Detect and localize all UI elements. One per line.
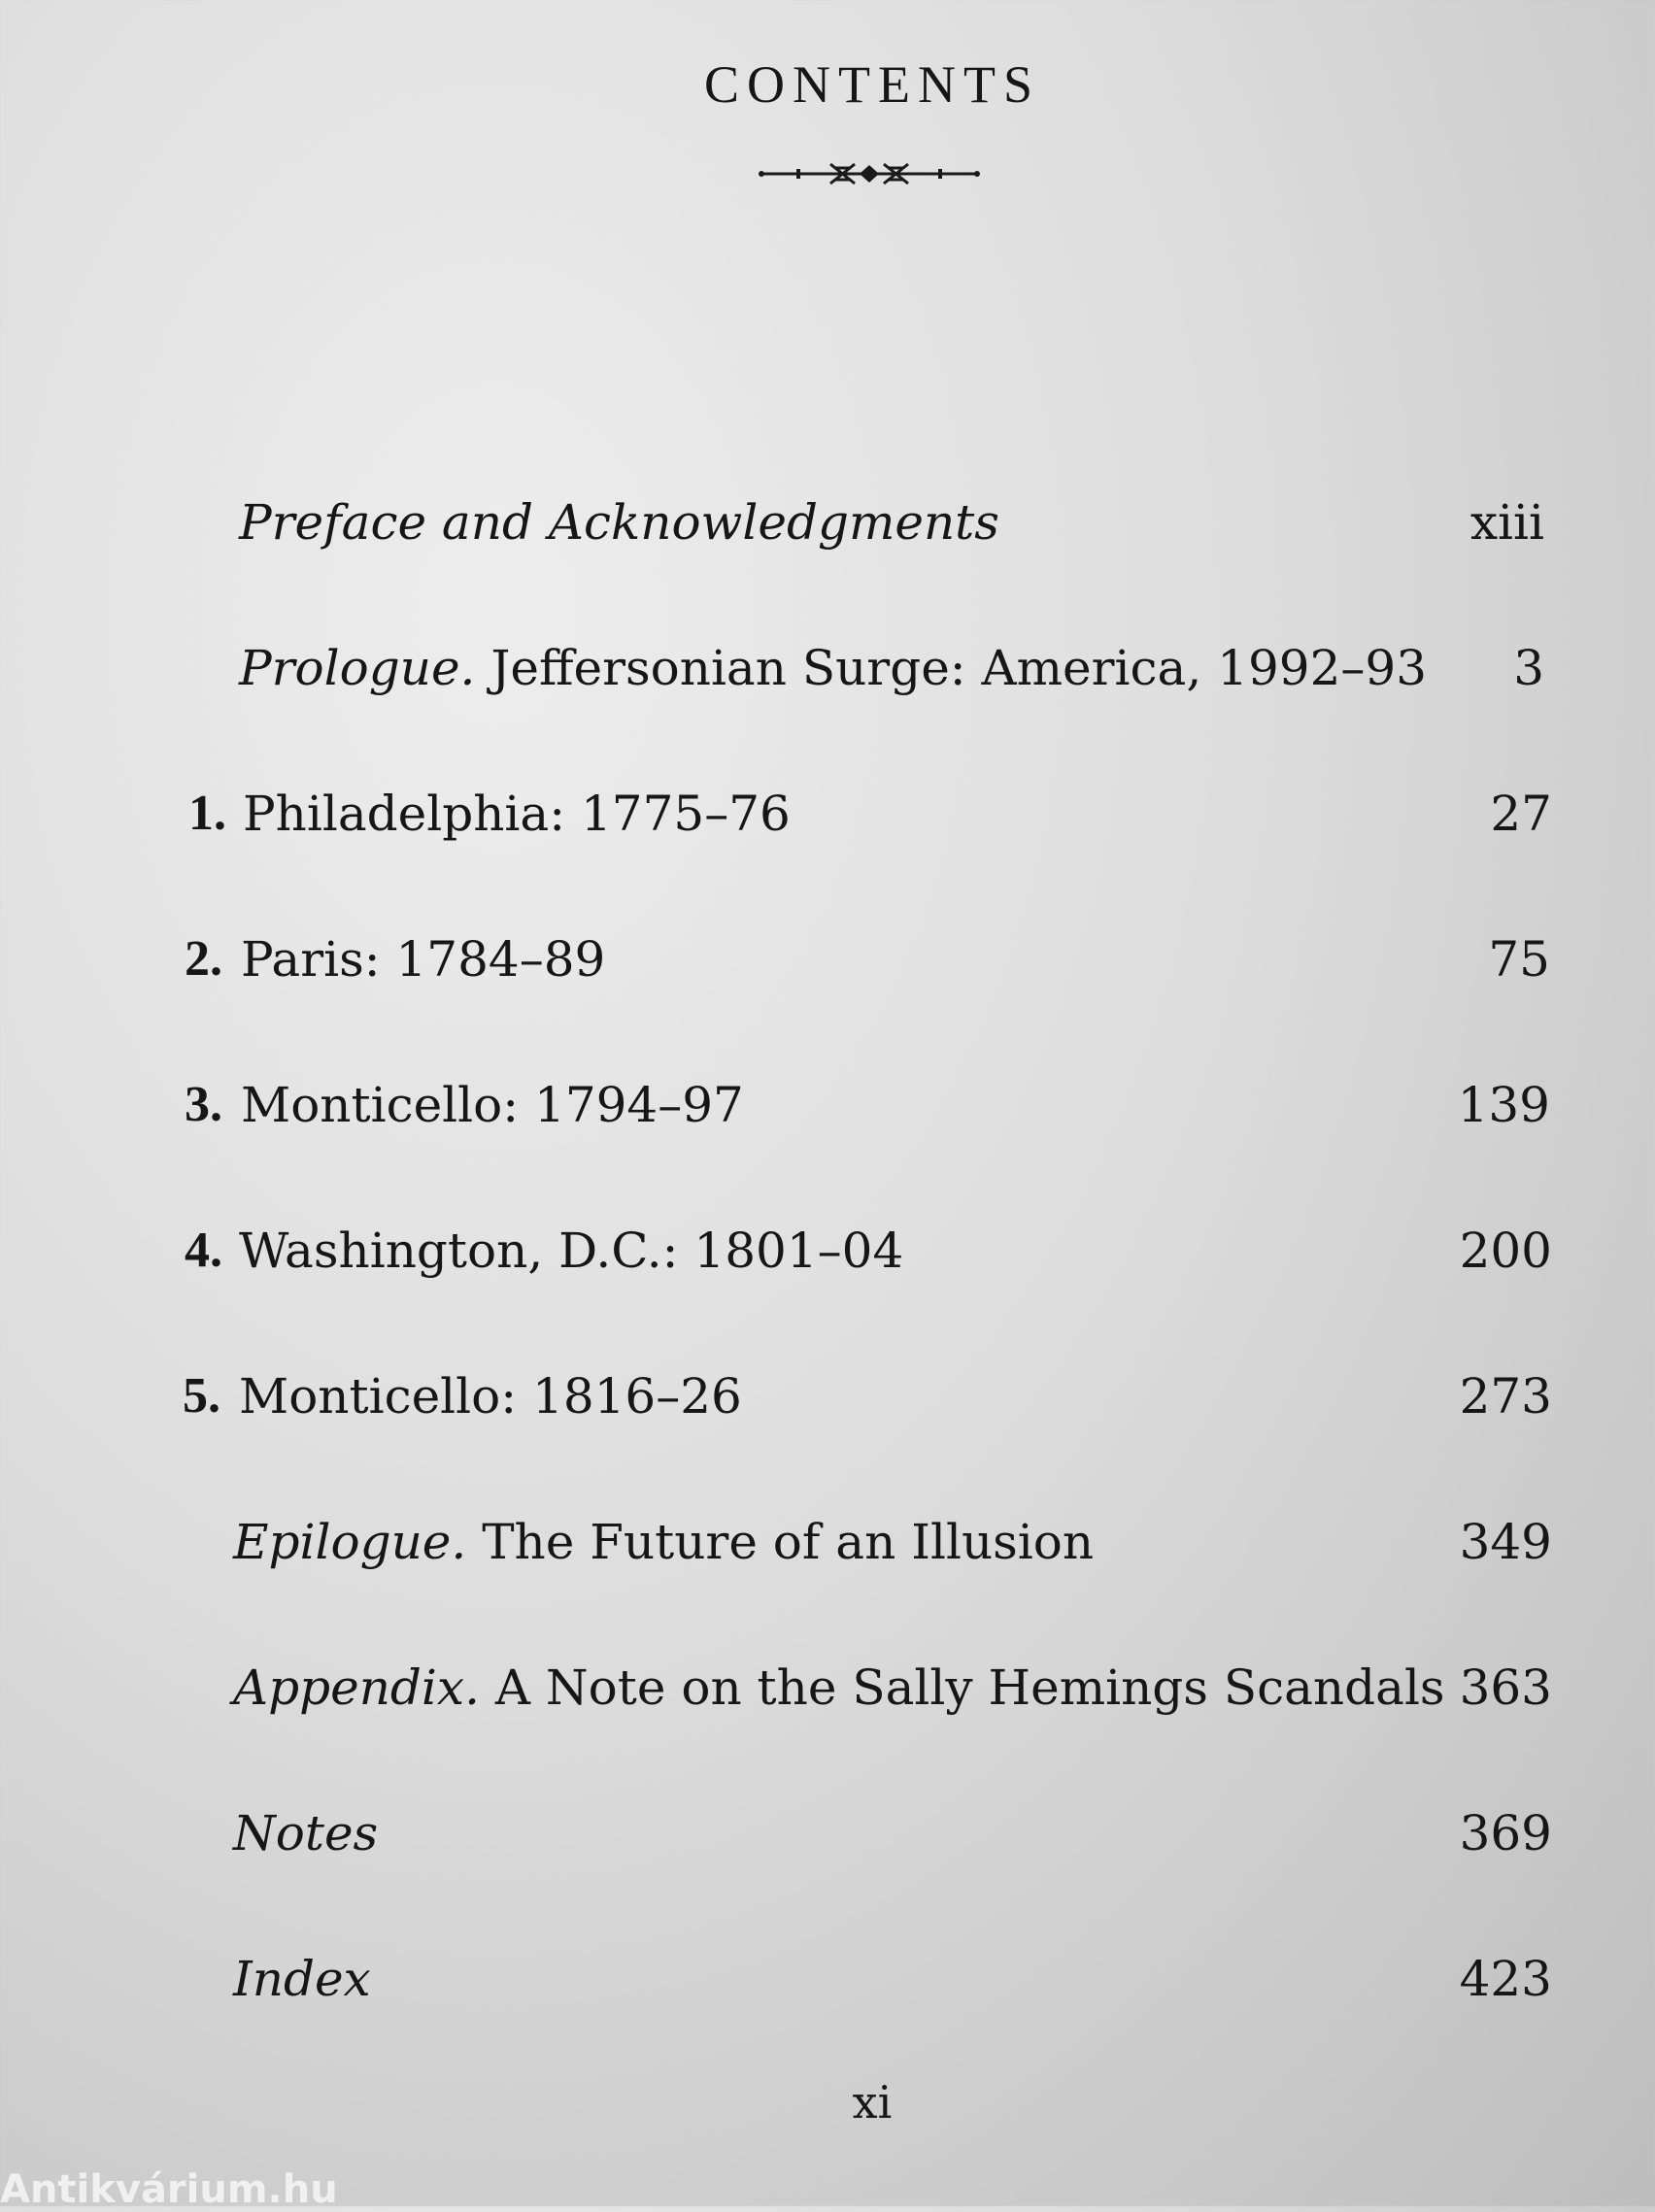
toc-entry-label: Monticello: 1794–97 xyxy=(241,1077,744,1133)
toc-entry-index[interactable] xyxy=(0,1940,1655,2018)
toc-entry-page: 139 xyxy=(1457,1077,1550,1133)
toc-entry-epilogue[interactable] xyxy=(0,1503,1655,1581)
toc-entry-label: Epilogue. The Future of an Illusion xyxy=(233,1514,1095,1570)
toc-entry-chapter-3[interactable] xyxy=(0,1066,1655,1144)
toc-entry-label: Monticello: 1816–26 xyxy=(239,1368,742,1424)
toc-entry-chapter-5[interactable] xyxy=(0,1357,1655,1435)
toc-entry-preface[interactable] xyxy=(0,484,1655,561)
chapter-number: 4. xyxy=(185,1223,222,1278)
toc-entry-page: 27 xyxy=(1490,786,1552,842)
chapter-number: 5. xyxy=(183,1368,220,1424)
page-title: CONTENTS xyxy=(704,55,1040,114)
toc-entry-label: Paris: 1784–89 xyxy=(241,931,606,988)
page-number: xi xyxy=(852,2076,893,2128)
chapter-number: 1. xyxy=(188,786,226,841)
toc-entry-page: 200 xyxy=(1459,1223,1552,1279)
watermark: Antikvárium.hu xyxy=(0,2167,338,2212)
toc-entry-page: 273 xyxy=(1459,1368,1552,1424)
toc-entry-prologue[interactable] xyxy=(0,629,1655,707)
toc-entry-chapter-4[interactable] xyxy=(0,1212,1655,1290)
toc-entry-appendix[interactable] xyxy=(0,1649,1655,1726)
toc-entry-label: Preface and Acknowledgments xyxy=(239,494,999,551)
toc-entry-label: Notes xyxy=(233,1805,379,1861)
toc-entry-chapter-2[interactable] xyxy=(0,921,1655,998)
toc-entry-page: 369 xyxy=(1459,1805,1552,1861)
toc-entry-label: Index xyxy=(233,1951,371,2007)
chapter-number: 2. xyxy=(185,931,222,987)
toc-entry-label: Philadelphia: 1775–76 xyxy=(243,786,791,842)
toc-entry-label: Prologue. Jeffersonian Surge: America, 1992–93 xyxy=(239,640,1428,696)
toc-entry-chapter-1[interactable] xyxy=(0,775,1655,853)
toc-entry-label: Appendix. A Note on the Sally Hemings Scandals xyxy=(233,1659,1445,1716)
toc-entry-page: 363 xyxy=(1459,1659,1552,1716)
toc-entry-notes[interactable] xyxy=(0,1794,1655,1872)
toc-entry-label: Washington, D.C.: 1801–04 xyxy=(239,1223,904,1279)
toc-entry-page: xiii xyxy=(1469,494,1544,551)
toc-entry-page: 349 xyxy=(1459,1514,1552,1570)
toc-entry-page: 75 xyxy=(1488,931,1550,988)
toc-entry-page: 3 xyxy=(1513,640,1544,696)
chapter-number: 3. xyxy=(185,1077,222,1132)
toc-entry-page: 423 xyxy=(1459,1951,1552,2007)
